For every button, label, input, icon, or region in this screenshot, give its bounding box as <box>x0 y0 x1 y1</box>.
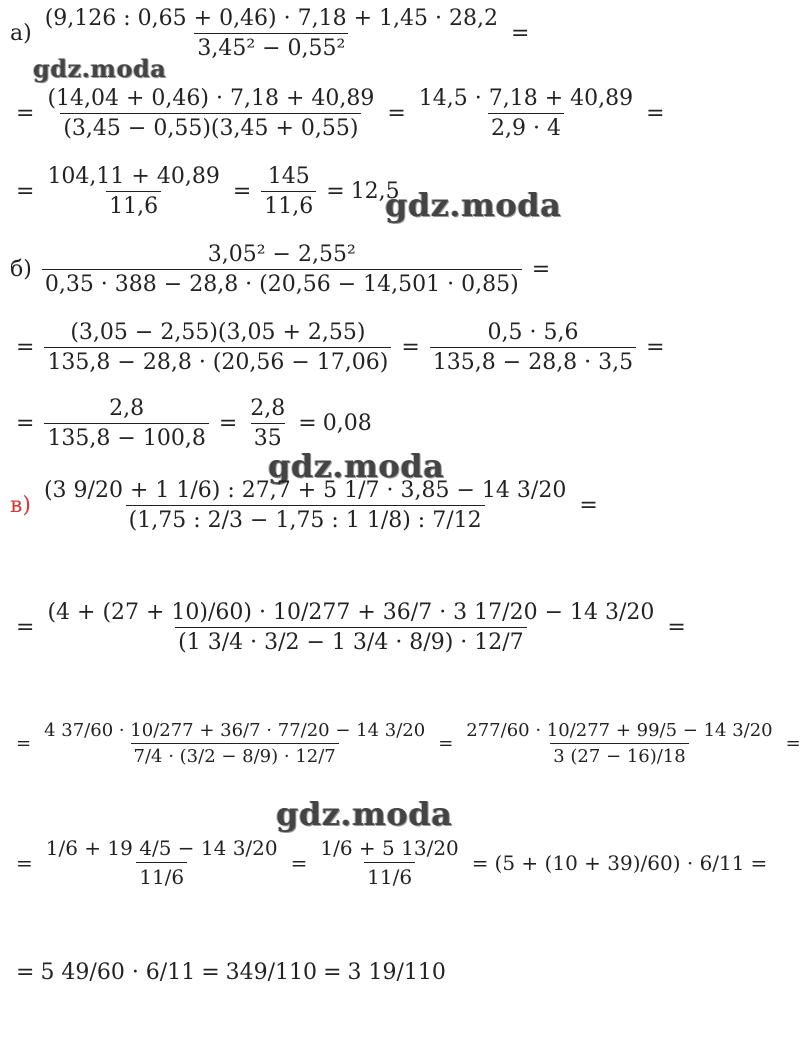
denominator: 11/6 <box>364 862 415 889</box>
part-b-line-3 <box>10 396 372 451</box>
equals-sign: = <box>16 101 35 126</box>
numerator: (14,04 + 0,46) · 7,18 + 40,89 <box>47 86 375 111</box>
fraction <box>41 478 569 533</box>
part-c-line-2 <box>10 600 692 655</box>
part-a-line-1 <box>10 6 535 61</box>
numerator: (9,126 : 0,65 + 0,46) · 7,18 + 1,45 · 28,2 <box>44 6 498 31</box>
part-b-line-1 <box>10 242 556 297</box>
numerator: 4 37/60 · 10/277 + 36/7 · 77/20 − 14 3/20 <box>44 720 426 741</box>
equals-sign: = <box>290 850 308 875</box>
expression: (5 + (10 + 39)/60) · 6/11 <box>494 850 745 875</box>
denominator: 7/4 · (3/2 − 8/9) · 12/7 <box>131 743 339 767</box>
equals-sign: = <box>298 411 317 436</box>
denominator: (3,45 − 0,55)(3,45 + 0,55) <box>60 113 361 141</box>
fraction <box>247 396 288 451</box>
part-c-label: в) <box>10 493 31 518</box>
equals-sign: = <box>16 335 35 360</box>
denominator: 135,8 − 28,8 · (20,56 − 17,06) <box>44 347 391 375</box>
numerator: (3 9/20 + 1 1/6) : 27,7 + 5 1/7 · 3,85 − 14 3/20 <box>43 478 567 503</box>
numerator: 2,8 <box>109 396 145 421</box>
numerator: (4 + (27 + 10)/60) · 10/277 + 36/7 · 3 17/20 − 14 3/20 <box>47 600 655 625</box>
equals-sign: = <box>16 850 33 875</box>
numerator: 104,11 + 40,89 <box>47 164 220 189</box>
numerator: 1/6 + 5 13/20 <box>320 836 459 860</box>
equals-sign: = <box>785 733 801 754</box>
part-a-line-3 <box>10 164 400 219</box>
fraction <box>44 320 391 375</box>
watermark: gdz.moda <box>276 795 453 833</box>
expression: 5 49/60 · 6/11 <box>40 960 196 985</box>
denominator: 11,6 <box>106 191 161 219</box>
part-a-label: а) <box>10 21 32 46</box>
fraction <box>44 86 377 141</box>
denominator: 35 <box>251 423 285 451</box>
equals-sign: = <box>323 960 342 985</box>
denominator: (1,75 : 2/3 − 1,75 : 1 1/8) : 7/12 <box>126 505 485 533</box>
part-c-line-5 <box>10 960 446 985</box>
part-b-line-2 <box>10 320 671 375</box>
equals-sign: = <box>438 733 454 754</box>
denominator: 2,9 · 4 <box>488 113 564 141</box>
numerator: 145 <box>267 164 310 189</box>
result: 12,5 <box>350 179 400 204</box>
denominator: (1 3/4 · 3/2 − 1 3/4 · 8/9) · 12/7 <box>175 627 527 655</box>
numerator: 3,05² − 2,55² <box>207 242 356 267</box>
equals-sign: = <box>531 257 551 282</box>
equals-sign: = <box>510 21 530 46</box>
denominator: 3,45² − 0,55² <box>194 33 348 61</box>
fraction <box>430 320 636 375</box>
expression: 349/110 <box>225 960 318 985</box>
equals-sign: = <box>667 615 686 640</box>
numerator: 277/60 · 10/277 + 99/5 − 14 3/20 <box>466 720 773 741</box>
denominator: 135,8 − 100,8 <box>44 423 208 451</box>
equals-sign: = <box>387 101 406 126</box>
numerator: 2,8 <box>250 396 286 421</box>
equals-sign: = <box>16 733 32 754</box>
equals-sign: = <box>646 101 665 126</box>
fraction <box>41 720 428 767</box>
denominator: 0,35 · 388 − 28,8 · (20,56 − 14,501 · 0,85) <box>42 269 522 297</box>
fraction <box>261 164 316 219</box>
part-b-label: б) <box>10 257 32 282</box>
equals-sign: = <box>201 960 220 985</box>
fraction <box>416 86 636 141</box>
equals-sign: = <box>16 615 35 640</box>
part-a-line-2 <box>10 86 671 141</box>
fraction <box>317 836 461 889</box>
fraction <box>44 600 657 655</box>
equals-sign: = <box>646 335 665 360</box>
denominator: 11,6 <box>261 191 316 219</box>
result: 0,08 <box>322 411 372 436</box>
denominator: 11/6 <box>136 862 187 889</box>
fraction <box>44 396 208 451</box>
equals-sign: = <box>326 179 345 204</box>
equals-sign: = <box>232 179 252 204</box>
equals-sign: = <box>16 179 35 204</box>
fraction <box>44 164 222 219</box>
denominator: 3 (27 − 16)/18 <box>550 743 689 767</box>
fraction <box>42 6 501 61</box>
equals-sign: = <box>750 850 768 875</box>
equals-sign: = <box>16 960 35 985</box>
part-c-line-4 <box>10 836 773 889</box>
part-c-line-3 <box>10 720 807 767</box>
equals-sign: = <box>579 493 598 518</box>
watermark: gdz.moda <box>385 186 562 224</box>
equals-sign: = <box>401 335 420 360</box>
numerator: 14,5 · 7,18 + 40,89 <box>418 86 634 111</box>
part-c-line-1 <box>10 478 604 533</box>
numerator: (3,05 − 2,55)(3,05 + 2,55) <box>70 320 366 345</box>
denominator: 135,8 − 28,8 · 3,5 <box>430 347 636 375</box>
watermark: gdz.moda <box>33 54 167 83</box>
result: 3 19/110 <box>347 960 446 985</box>
numerator: 1/6 + 19 4/5 − 14 3/20 <box>45 836 278 860</box>
fraction <box>43 836 281 889</box>
equals-sign: = <box>16 411 35 436</box>
fraction <box>42 242 522 297</box>
equals-sign: = <box>218 411 238 436</box>
fraction <box>463 720 775 767</box>
numerator: 0,5 · 5,6 <box>487 320 579 345</box>
equals-sign: = <box>471 850 489 875</box>
watermark: gdz.moda <box>268 447 445 485</box>
